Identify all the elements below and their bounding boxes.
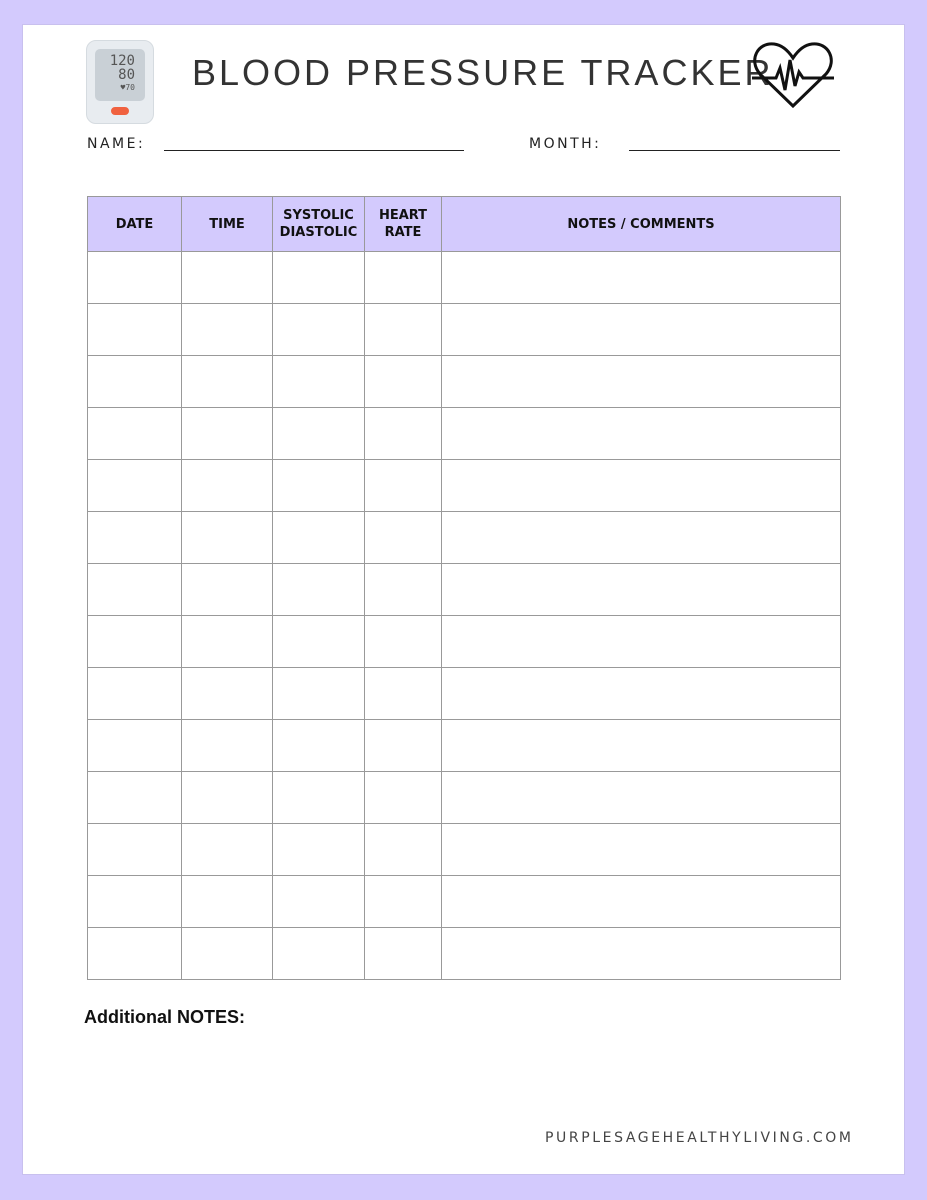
cell-bp[interactable] [273, 824, 365, 876]
cell-bp[interactable] [273, 928, 365, 980]
footer-website: PURPLESAGEHEALTHYLIVING.COM [545, 1130, 854, 1146]
col-systolic-diastolic [273, 197, 365, 252]
cell-bp[interactable] [273, 616, 365, 668]
cell-date[interactable] [88, 616, 182, 668]
cell-notes[interactable] [442, 824, 841, 876]
name-field[interactable] [164, 150, 464, 151]
cell-date[interactable] [88, 720, 182, 772]
table-row [88, 824, 841, 876]
table-row [88, 928, 841, 980]
cell-heart-rate[interactable] [365, 928, 442, 980]
cell-date[interactable] [88, 564, 182, 616]
table-row [88, 356, 841, 408]
cell-heart-rate[interactable] [365, 824, 442, 876]
cell-bp[interactable] [273, 304, 365, 356]
cell-notes[interactable] [442, 408, 841, 460]
cell-notes[interactable] [442, 252, 841, 304]
table-row [88, 512, 841, 564]
cell-notes[interactable] [442, 304, 841, 356]
cell-date[interactable] [88, 824, 182, 876]
cell-notes[interactable] [442, 928, 841, 980]
cell-time[interactable] [182, 616, 273, 668]
name-label: NAME: [87, 136, 146, 152]
cell-heart-rate[interactable] [365, 408, 442, 460]
monitor-diastolic: 80 [118, 67, 135, 83]
cell-time[interactable] [182, 408, 273, 460]
cell-notes[interactable] [442, 356, 841, 408]
cell-bp[interactable] [273, 564, 365, 616]
monitor-pulse: ♥70 [120, 83, 135, 92]
cell-bp[interactable] [273, 356, 365, 408]
cell-time[interactable] [182, 460, 273, 512]
cell-bp[interactable] [273, 772, 365, 824]
cell-time[interactable] [182, 928, 273, 980]
cell-time[interactable] [182, 772, 273, 824]
cell-heart-rate[interactable] [365, 304, 442, 356]
cell-heart-rate[interactable] [365, 356, 442, 408]
cell-heart-rate[interactable] [365, 460, 442, 512]
table-row [88, 720, 841, 772]
cell-bp[interactable] [273, 512, 365, 564]
page-title: BLOOD PRESSURE TRACKER [192, 52, 774, 93]
table-row [88, 408, 841, 460]
cell-heart-rate[interactable] [365, 876, 442, 928]
diastolic-label: DIASTOLIC [279, 225, 358, 240]
col-time: TIME [182, 197, 273, 252]
cell-date[interactable] [88, 772, 182, 824]
cell-bp[interactable] [273, 668, 365, 720]
cell-bp[interactable] [273, 720, 365, 772]
cell-time[interactable] [182, 356, 273, 408]
cell-notes[interactable] [442, 616, 841, 668]
cell-bp[interactable] [273, 408, 365, 460]
cell-notes[interactable] [442, 512, 841, 564]
cell-time[interactable] [182, 512, 273, 564]
cell-heart-rate[interactable] [365, 772, 442, 824]
cell-time[interactable] [182, 564, 273, 616]
cell-date[interactable] [88, 876, 182, 928]
cell-date[interactable] [88, 304, 182, 356]
cell-date[interactable] [88, 252, 182, 304]
cell-date[interactable] [88, 408, 182, 460]
heartbeat-heart-icon [750, 40, 836, 108]
cell-date[interactable] [88, 512, 182, 564]
cell-bp[interactable] [273, 460, 365, 512]
monitor-systolic: 120 [109, 53, 135, 69]
col-notes: NOTES / COMMENTS [442, 197, 841, 252]
cell-date[interactable] [88, 668, 182, 720]
cell-date[interactable] [88, 928, 182, 980]
table-row [88, 772, 841, 824]
table-row [88, 876, 841, 928]
heart-label: HEART [378, 208, 428, 223]
table-row [88, 668, 841, 720]
col-heart-rate [365, 197, 442, 252]
cell-notes[interactable] [442, 668, 841, 720]
cell-time[interactable] [182, 720, 273, 772]
table-row [88, 304, 841, 356]
cell-time[interactable] [182, 668, 273, 720]
cell-notes[interactable] [442, 772, 841, 824]
cell-bp[interactable] [273, 876, 365, 928]
col-date: DATE [88, 197, 182, 252]
cell-notes[interactable] [442, 720, 841, 772]
cell-heart-rate[interactable] [365, 564, 442, 616]
cell-heart-rate[interactable] [365, 616, 442, 668]
cell-time[interactable] [182, 876, 273, 928]
systolic-label: SYSTOLIC [283, 208, 354, 223]
cell-heart-rate[interactable] [365, 252, 442, 304]
additional-notes-label: Additional NOTES: [84, 1007, 245, 1027]
month-field[interactable] [629, 150, 840, 151]
table-row [88, 252, 841, 304]
table-row [88, 460, 841, 512]
cell-date[interactable] [88, 356, 182, 408]
cell-time[interactable] [182, 252, 273, 304]
table-row [88, 564, 841, 616]
table-row [88, 616, 841, 668]
cell-time[interactable] [182, 304, 273, 356]
cell-time[interactable] [182, 824, 273, 876]
rate-label: RATE [384, 225, 422, 240]
cell-bp[interactable] [273, 252, 365, 304]
cell-heart-rate[interactable] [365, 668, 442, 720]
month-label: MONTH: [529, 136, 602, 152]
cell-notes[interactable] [442, 460, 841, 512]
cell-date[interactable] [88, 460, 182, 512]
bp-monitor-icon [86, 40, 154, 124]
cell-notes[interactable] [442, 564, 841, 616]
bp-log-table [87, 196, 841, 980]
cell-heart-rate[interactable] [365, 720, 442, 772]
cell-heart-rate[interactable] [365, 512, 442, 564]
cell-notes[interactable] [442, 876, 841, 928]
